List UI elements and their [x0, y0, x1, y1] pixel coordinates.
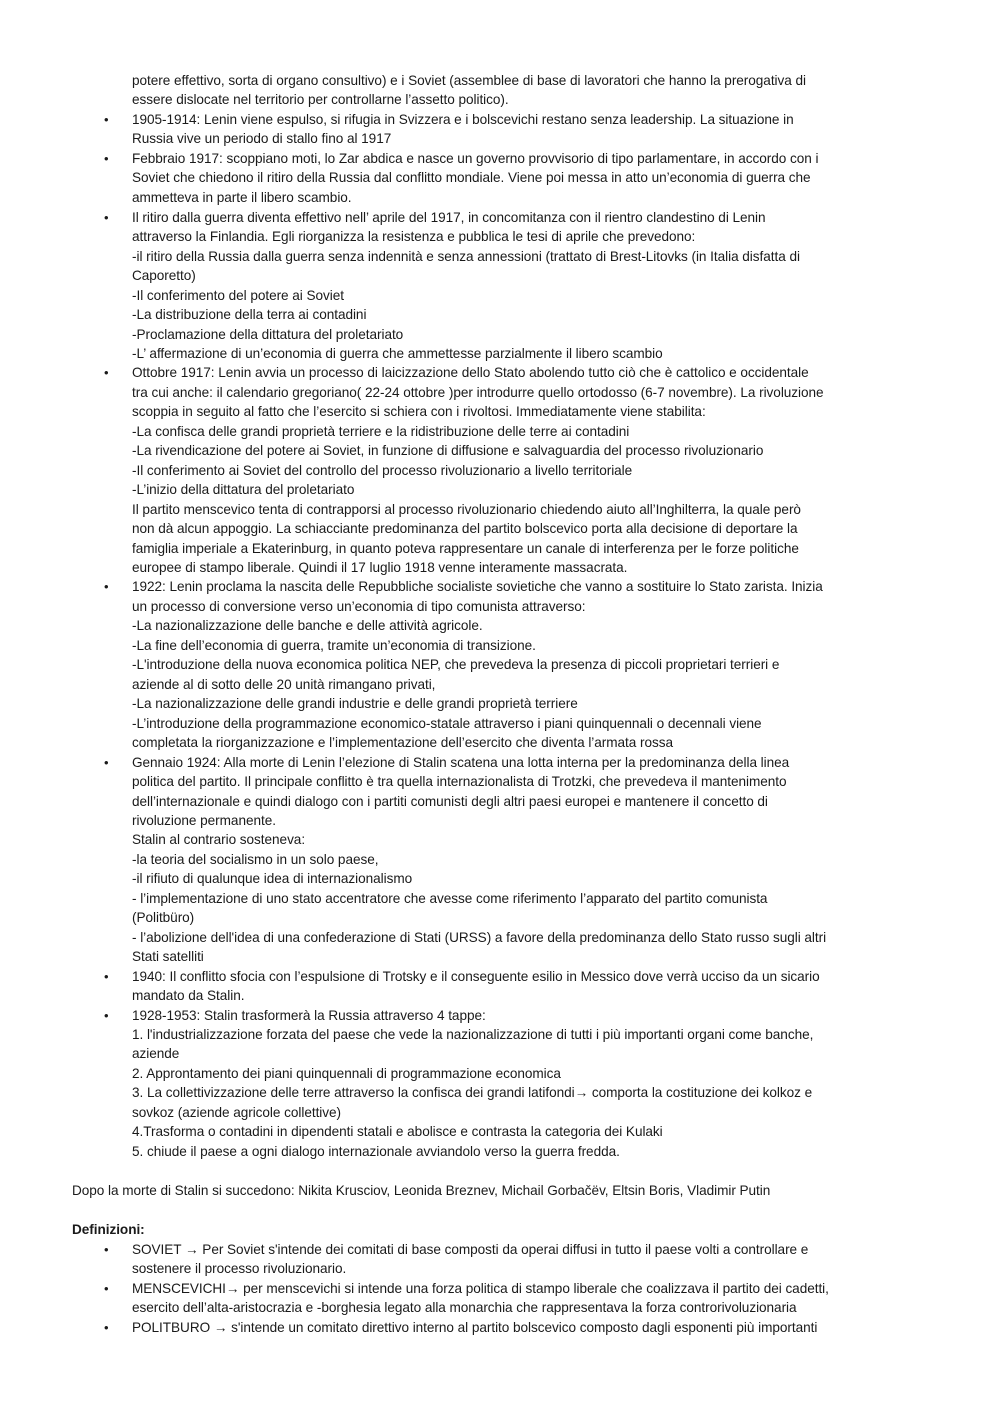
- text-line: MENSCEVICHI→ per menscevichi si intende una forza politica di stampo liberale che coalizzava il partito dei cadetti,: [132, 1281, 829, 1296]
- bullet-1928: •: [104, 1008, 109, 1023]
- text-line: 1928-1953: Stalin trasformerà la Russia attraverso 4 tappe:: [132, 1008, 486, 1023]
- text-line: ammetteva in parte il libero scambio.: [132, 190, 352, 205]
- bullet-1940: •: [104, 969, 109, 984]
- text-line: 1905-1914: Lenin viene espulso, si rifugia in Svizzera e i bolscevichi restano senza leadership. La situazione in: [132, 112, 794, 127]
- text-line: un processo di conversione verso un’economia di tipo comunista attraverso:: [132, 599, 586, 614]
- text-line: -La nazionalizzazione delle grandi industrie e delle grandi proprietà terriere: [132, 696, 578, 711]
- bullet-soviet: •: [104, 1242, 109, 1257]
- bullet-politburo: •: [104, 1320, 109, 1335]
- text-line: essere dislocate nel territorio per controllarne l’assetto politico).: [132, 92, 509, 107]
- text-line: -La nazionalizzazione delle banche e delle attività agricole.: [132, 618, 483, 633]
- bullet-feb-1917: •: [104, 151, 109, 166]
- text-line: attraverso la Finlandia. Egli riorganizza la resistenza e pubblica le tesi di aprile che prevedono:: [132, 229, 696, 244]
- text-line: 4.Trasforma o contadini in dipendenti statali e abolisce e contrasta la categoria dei Kulaki: [132, 1124, 663, 1139]
- text-line: 1922: Lenin proclama la nascita delle Repubbliche socialiste sovietiche che vanno a sostituire lo Stato zarista. Inizia: [132, 579, 823, 594]
- text-line: sostenere il processo rivoluzionario.: [132, 1261, 347, 1276]
- text-line: non dà alcun appoggio. La schiacciante predominanza del partito bolscevico porta alla decisione di deportare la: [132, 521, 798, 536]
- text-line: -Il conferimento del potere ai Soviet: [132, 288, 344, 303]
- text-line: 1. l'industrializzazione forzata del paese che vede la nazionalizzazione di tutti i più importanti organi come banche,: [132, 1027, 814, 1042]
- text-line: -L’ affermazione di un’economia di guerra che ammettesse parzialmente il libero scambio: [132, 346, 663, 361]
- text-line: -La confisca delle grandi proprietà terriere e la ridistribuzione delle terre ai contadini: [132, 424, 630, 439]
- bullet-1922: •: [104, 579, 109, 594]
- text-line: -L’introduzione della programmazione economico-statale attraverso i piani quinquennali o decennali viene: [132, 716, 762, 731]
- text-line: mandato da Stalin.: [132, 988, 245, 1003]
- text-line: completata la riorganizzazione e l’implementazione dell’esercito che diventa l’armata rossa: [132, 735, 673, 750]
- successors-paragraph: Dopo la morte di Stalin si succedono: Nikita Krusciov, Leonida Breznev, Michail Gorbačëv, Eltsin Boris, Vladimir Putin: [72, 1183, 771, 1198]
- text-line: Soviet che chiedono il ritiro della Russia dal conflitto mondiale. Viene poi messa in atto un’economia di guerra che: [132, 170, 811, 185]
- text-line: -La fine dell’economia di guerra, tramite un’economia di transizione.: [132, 638, 536, 653]
- text-line: potere effettivo, sorta di organo consultivo) e i Soviet (assemblee di base di lavoratori che hanno la prerogativa di: [132, 73, 806, 88]
- bullet-menscevichi: •: [104, 1281, 109, 1296]
- text-line: 1940: Il conflitto sfocia con l’espulsione di Trotsky e il conseguente esilio in Messico dove verrà ucciso da un sicario: [132, 969, 820, 984]
- text-line: - l’abolizione dell'idea di una confederazione di Stati (URSS) a favore della predominanza dello Stato russo sugli altri: [132, 930, 827, 945]
- text-line: 5. chiude il paese a ogni dialogo internazionale avviandolo verso la guerra fredda.: [132, 1144, 620, 1159]
- text-line: aziende: [132, 1046, 180, 1061]
- text-line: politica del partito. Il principale conflitto è tra quella internazionalista di Trotzki, che prevedeva il mantenimento: [132, 774, 787, 789]
- text-line: - l’implementazione di uno stato accentratore che avesse come riferimento l’apparato del partito comunista: [132, 891, 768, 906]
- bullet-oct-1917: •: [104, 365, 109, 380]
- text-line: Il ritiro dalla guerra diventa effettivo nell’ aprile del 1917, in concomitanza con il rientro clandestino di Lenin: [132, 210, 766, 225]
- text-line: rivoluzione permanente.: [132, 813, 276, 828]
- text-line: Il partito menscevico tenta di contrapporsi al processo rivoluzionario chiedendo aiuto all’Inghilterra, la quale però: [132, 502, 801, 517]
- text-line: -La rivendicazione del potere ai Soviet, in funzione di diffusione e salvaguardia del processo rivoluzionario: [132, 443, 764, 458]
- text-line: -L’inizio della dittatura del proletariato: [132, 482, 355, 497]
- text-line: sovkoz (aziende agricole collettive): [132, 1105, 342, 1120]
- text-line: -La distribuzione della terra ai contadini: [132, 307, 367, 322]
- text-line: Russia vive un periodo di stallo fino al 1917: [132, 131, 392, 146]
- text-line: Caporetto): [132, 268, 196, 283]
- text-line: 3. La collettivizzazione delle terre attraverso la confisca dei grandi latifondi→ comporta la costituzione dei kolkoz e: [132, 1085, 813, 1100]
- text-line: tra cui anche: il calendario gregoriano( 22-24 ottobre )per introdurre quello ortodosso (6-7 novembre). La rivoluzione: [132, 385, 824, 400]
- definitions-heading: Definizioni:: [72, 1222, 145, 1237]
- bullet-apr-1917: •: [104, 210, 109, 225]
- text-line: famiglia imperiale a Ekaterinburg, in quanto poteva rappresentare un canale di interferenza per le forze politiche: [132, 541, 799, 556]
- text-line: -Il conferimento ai Soviet del controllo del processo rivoluzionario a livello territoriale: [132, 463, 633, 478]
- text-line: Stalin al contrario sosteneva:: [132, 832, 306, 847]
- text-line: -la teoria del socialismo in un solo paese,: [132, 852, 379, 867]
- text-line: POLITBURO → s'intende un comitato direttivo interno al partito bolscevico composto dagli esponenti più importanti: [132, 1320, 818, 1335]
- bullet-1924: •: [104, 755, 109, 770]
- text-line: -Proclamazione della dittatura del proletariato: [132, 327, 404, 342]
- text-line: esercito dell’alta-aristocrazia e -borghesia legato alla monarchia che rappresentava la forza controrivoluzionaria: [132, 1300, 797, 1315]
- text-line: Stati satelliti: [132, 949, 204, 964]
- text-line: aziende al di sotto delle 20 unità rimangano privati,: [132, 677, 436, 692]
- text-line: scoppia in seguito al fatto che l’esercito si schiera con i rivoltosi. Immediatamente viene stabilita:: [132, 404, 706, 419]
- text-line: europee di stampo liberale. Quindi il 17 luglio 1918 venne interamente massacrata.: [132, 560, 628, 575]
- text-line: Ottobre 1917: Lenin avvia un processo di laicizzazione dello Stato abolendo tutto ciò che è cattolico e occidentale: [132, 365, 809, 380]
- text-line: -L'introduzione della nuova economica politica NEP, che prevedeva la presenza di piccoli proprietari terrieri e: [132, 657, 780, 672]
- text-line: SOVIET → Per Soviet s'intende dei comitati di base composti da operai diffusi in tutto il paese volti a controllare e: [132, 1242, 809, 1257]
- text-line: Gennaio 1924: Alla morte di Lenin l’elezione di Stalin scatena una lotta interna per la predominanza della linea: [132, 755, 790, 770]
- text-line: (Politbüro): [132, 910, 195, 925]
- bullet-1905: •: [104, 112, 109, 127]
- text-line: -il ritiro della Russia dalla guerra senza indennità e senza annessioni (trattato di Brest-Litovks (in Italia disfatta di: [132, 249, 800, 264]
- text-line: 2. Approntamento dei piani quinquennali di programmazione economica: [132, 1066, 561, 1081]
- text-line: Febbraio 1917: scoppiano moti, lo Zar abdica e nasce un governo provvisorio di tipo parlamentare, in accordo con i: [132, 151, 819, 166]
- text-line: -il rifiuto di qualunque idea di internazionalismo: [132, 871, 413, 886]
- text-line: dell’internazionale e quindi dialogo con i partiti comunisti degli altri paesi europei e mantenere il concetto di: [132, 794, 768, 809]
